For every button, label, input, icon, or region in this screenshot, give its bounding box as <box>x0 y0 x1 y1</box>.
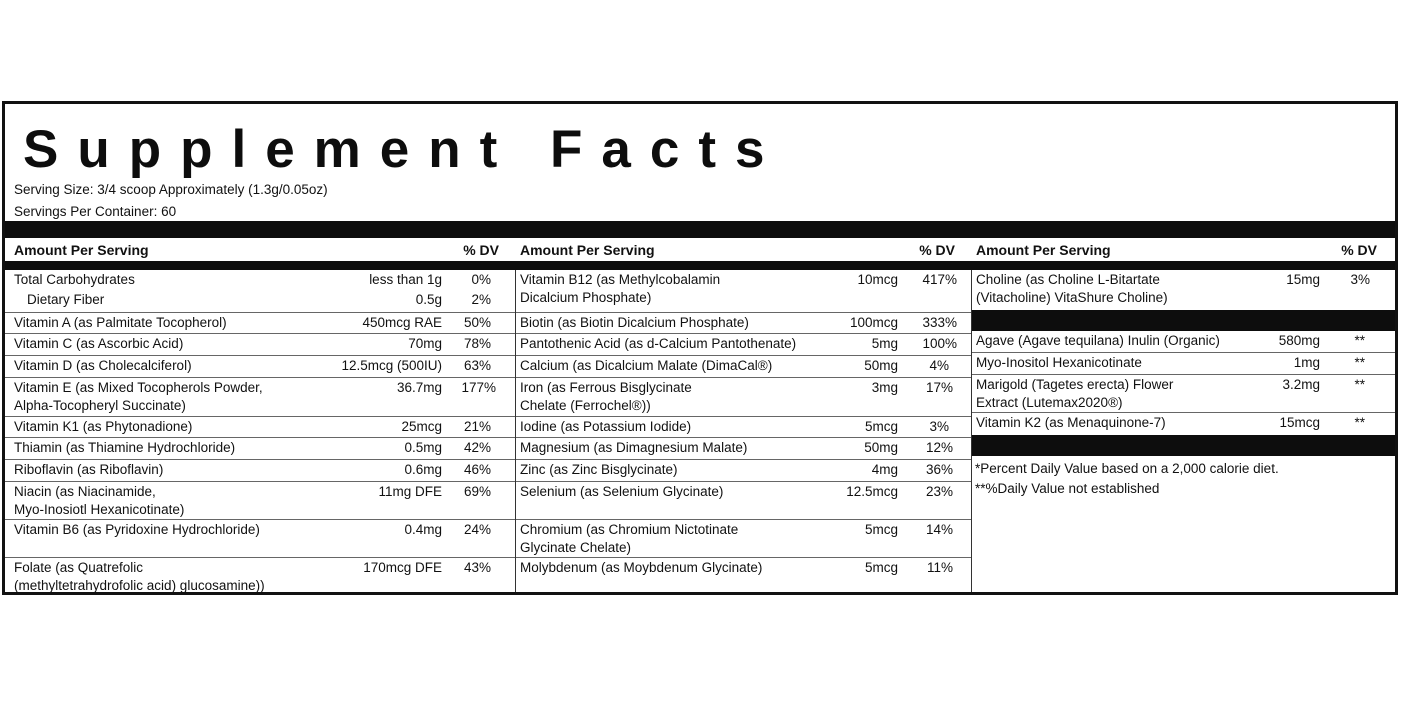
col2-header <box>516 239 971 261</box>
nutrient-dv: ** <box>1354 355 1365 370</box>
nutrient-dv: 3% <box>1350 272 1370 287</box>
table-row <box>972 353 1395 375</box>
nutrient-amount: 10mcg <box>857 272 898 287</box>
nutrient-name: Molybdenum (as Moybdenum Glycinate) <box>520 560 763 575</box>
nutrient-dv: 12% <box>925 440 953 455</box>
nutrient-dv: 21% <box>463 419 491 434</box>
table-row <box>516 378 971 417</box>
nutrient-amount: less than 1g <box>369 272 442 287</box>
nutrient-amount: 0.4mg <box>404 522 442 537</box>
nutrient-amount: 580mg <box>1278 333 1320 348</box>
nutrient-sub-amount: 0.5g <box>415 292 442 307</box>
table-row <box>5 378 515 417</box>
nutrient-amount: 15mcg <box>1279 415 1320 430</box>
col3-header-dv: % DV <box>1341 242 1377 258</box>
nutrient-amount: 0.6mg <box>404 462 442 477</box>
nutrient-dv: ** <box>1354 377 1365 392</box>
nutrient-name: Vitamin E (as Mixed Tocopherols Powder, Alpha-Tocopheryl Succinate) <box>14 380 263 413</box>
nutrient-name: Thiamin (as Thiamine Hydrochloride) <box>14 440 236 455</box>
nutrient-dv: 417% <box>922 272 957 287</box>
table-row <box>516 558 971 598</box>
nutrient-dv: 0% <box>471 272 491 287</box>
nutrient-dv: ** <box>1354 333 1365 348</box>
nutrient-dv: 69% <box>463 484 491 499</box>
nutrient-amount: 170mcg DFE <box>363 560 442 575</box>
table-row <box>5 558 515 598</box>
nutrient-dv: 78% <box>463 336 491 351</box>
table-row <box>5 520 515 558</box>
nutrient-amount: 0.5mg <box>404 440 442 455</box>
nutrient-name: Vitamin K1 (as Phytonadione) <box>14 419 193 434</box>
col1-header-amount: Amount Per Serving <box>14 242 149 258</box>
nutrient-amount: 70mg <box>408 336 442 351</box>
footnote-percent-dv: *Percent Daily Value based on a 2,000 calorie diet. <box>975 461 1279 476</box>
nutrient-amount: 15mg <box>1286 272 1320 287</box>
table-row <box>972 331 1395 353</box>
nutrient-dv: 50% <box>463 315 491 330</box>
nutrient-amount: 450mcg RAE <box>362 315 442 330</box>
servings-per-container: Servings Per Container: 60 <box>14 204 177 219</box>
nutrient-sub-dv: 2% <box>471 292 491 307</box>
nutrient-name: Selenium (as Selenium Glycinate) <box>520 484 724 499</box>
table-row <box>516 356 971 378</box>
nutrient-name: Riboflavin (as Riboflavin) <box>14 462 164 477</box>
nutrient-dv: 177% <box>461 380 496 395</box>
nutrient-amount: 12.5mcg <box>846 484 898 499</box>
nutrient-name: Biotin (as Biotin Dicalcium Phosphate) <box>520 315 749 330</box>
col2-header-dv: % DV <box>919 242 955 258</box>
table-row <box>516 438 971 460</box>
nutrient-column-1 <box>5 270 515 598</box>
nutrient-amount: 3mg <box>871 380 898 395</box>
nutrient-name: Calcium (as Dicalcium Malate (DimaCal®) <box>520 358 773 373</box>
nutrient-sub-name: Dietary Fiber <box>27 292 105 307</box>
nutrient-dv: 17% <box>925 380 953 395</box>
table-row <box>5 438 515 460</box>
col1-header <box>5 239 515 261</box>
table-row <box>516 482 971 520</box>
nutrient-dv: 4% <box>929 358 949 373</box>
nutrient-name: Iodine (as Potassium Iodide) <box>520 419 692 434</box>
nutrient-name: Myo-Inositol Hexanicotinate <box>976 355 1142 370</box>
nutrient-name: Vitamin A (as Palmitate Tocopherol) <box>14 315 227 330</box>
black-separator-bar <box>972 435 1395 456</box>
nutrient-name: Vitamin K2 (as Menaquinone-7) <box>976 415 1166 430</box>
nutrient-amount: 4mg <box>871 462 898 477</box>
nutrient-name: Iron (as Ferrous Bisglycinate Chelate (Ferrochel®)) <box>520 380 692 413</box>
nutrient-name: Magnesium (as Dimagnesium Malate) <box>520 440 748 455</box>
nutrient-dv: ** <box>1354 415 1365 430</box>
table-row <box>5 482 515 520</box>
table-row <box>516 270 971 313</box>
col2-header-amount: Amount Per Serving <box>520 242 655 258</box>
header-divider <box>5 261 1395 270</box>
table-row <box>972 375 1395 413</box>
nutrient-name: Chromium (as Chromium Nictotinate Glycinate Chelate) <box>520 522 739 555</box>
nutrient-name: Marigold (Tagetes erecta) Flower Extract (Lutemax2020®) <box>976 377 1174 410</box>
nutrient-dv: 42% <box>463 440 491 455</box>
nutrient-dv: 11% <box>926 560 953 575</box>
table-row <box>5 313 515 334</box>
nutrient-name: Total Carbohydrates <box>14 272 135 287</box>
nutrient-amount: 100mcg <box>849 315 898 330</box>
table-row <box>972 413 1395 435</box>
nutrient-amount: 3.2mg <box>1282 377 1320 392</box>
table-row <box>516 417 971 438</box>
table-row <box>5 270 515 313</box>
nutrient-name: Agave (Agave tequilana) Inulin (Organic) <box>976 333 1220 348</box>
nutrient-amount: 36.7mg <box>396 380 442 395</box>
nutrient-amount: 50mg <box>864 358 898 373</box>
nutrient-name: Pantothenic Acid (as d-Calcium Pantothenate) <box>520 336 797 351</box>
table-row <box>516 520 971 558</box>
black-separator-bar <box>972 310 1395 331</box>
table-row <box>516 313 971 334</box>
table-row <box>516 460 971 482</box>
nutrient-name: Folate (as Quatrefolic (methyltetrahydrofolic acid) glucosamine)) <box>14 560 265 593</box>
nutrient-name: Vitamin C (as Ascorbic Acid) <box>14 336 184 351</box>
nutrient-amount: 1mg <box>1293 355 1320 370</box>
nutrient-column-3 <box>972 270 1395 499</box>
nutrient-dv: 100% <box>922 336 957 351</box>
nutrient-dv: 24% <box>463 522 491 537</box>
label-title: Supplement Facts <box>23 120 784 179</box>
nutrient-dv: 14% <box>925 522 953 537</box>
nutrient-amount: 5mg <box>871 336 898 351</box>
nutrient-amount: 5mcg <box>864 419 898 434</box>
nutrient-amount: 5mcg <box>864 560 898 575</box>
nutrient-column-2 <box>516 270 971 598</box>
serving-size: Serving Size: 3/4 scoop Approximately (1.3g/0.05oz) <box>14 182 328 197</box>
nutrient-dv: 43% <box>463 560 491 575</box>
supplement-facts-panel <box>2 101 1398 595</box>
nutrient-dv: 46% <box>463 462 491 477</box>
nutrient-amount: 11mg DFE <box>378 484 442 499</box>
table-row <box>5 417 515 438</box>
table-row <box>5 334 515 356</box>
table-row <box>5 460 515 482</box>
nutrient-dv: 63% <box>463 358 491 373</box>
nutrient-dv: 333% <box>922 315 957 330</box>
col3-header-amount: Amount Per Serving <box>976 242 1111 258</box>
nutrient-amount: 50mg <box>864 440 898 455</box>
nutrient-dv: 36% <box>925 462 953 477</box>
nutrient-amount: 5mcg <box>864 522 898 537</box>
thick-divider <box>5 221 1395 238</box>
nutrient-name: Vitamin B6 (as Pyridoxine Hydrochloride) <box>14 522 260 537</box>
nutrient-amount: 25mcg <box>401 419 442 434</box>
table-row <box>972 270 1395 310</box>
nutrient-name: Vitamin B12 (as Methylcobalamin Dicalcium Phosphate) <box>520 272 721 305</box>
footnote-not-established: **%Daily Value not established <box>975 481 1160 496</box>
nutrient-name: Choline (as Choline L-Bitartate (Vitacholine) VitaShure Choline) <box>976 272 1168 305</box>
col3-header <box>972 239 1395 261</box>
nutrient-dv: 3% <box>929 419 949 434</box>
nutrient-name: Zinc (as Zinc Bisglycinate) <box>520 462 678 477</box>
nutrient-amount: 12.5mcg (500IU) <box>341 358 442 373</box>
nutrient-name: Niacin (as Niacinamide, Myo-Inosiotl Hexanicotinate) <box>14 484 185 517</box>
table-row <box>516 334 971 356</box>
nutrient-dv: 23% <box>925 484 953 499</box>
nutrient-name: Vitamin D (as Cholecalciferol) <box>14 358 192 373</box>
table-row <box>5 356 515 378</box>
col1-header-dv: % DV <box>463 242 499 258</box>
